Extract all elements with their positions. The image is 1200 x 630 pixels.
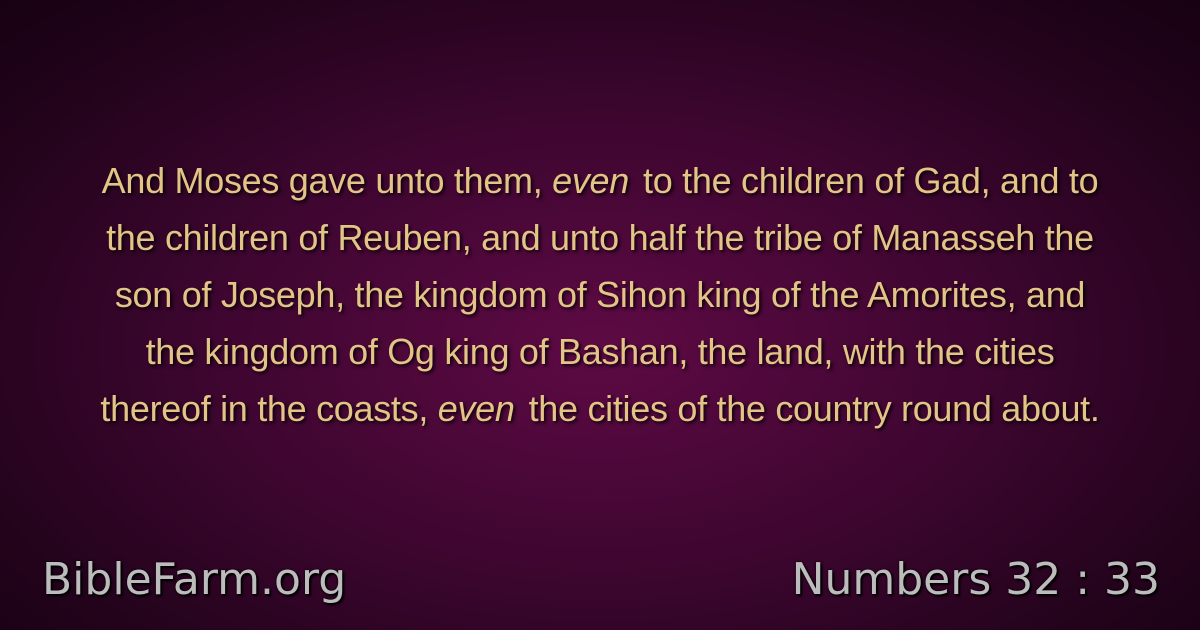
verse-line-1-italic: even — [552, 160, 630, 201]
verse-line-5 — [40, 380, 1160, 437]
verse-line-5-end: the cities of the country round about. — [528, 388, 1100, 429]
site-name: BibleFarm.org — [42, 554, 347, 605]
verse-line-1-end: to the children of Gad, and to — [643, 160, 1099, 201]
verse-reference: Numbers 32 : 33 — [791, 554, 1160, 605]
verse-line-3: son of Joseph, the kingdom of Sihon king of the Amorites, and — [114, 274, 1086, 315]
verse-line-4: the kingdom of Og king of Bashan, the land, with the cities — [145, 331, 1055, 372]
verse-line-1-start: And Moses gave unto them, — [101, 160, 553, 201]
verse-line-5-italic: even — [437, 388, 515, 429]
verse-text — [40, 152, 1160, 437]
verse-line-1 — [40, 152, 1160, 209]
verse-line-5-start: thereof in the coasts, — [100, 388, 438, 429]
verse-line-2: the children of Reuben, and unto half the tribe of Manasseh the — [106, 217, 1094, 258]
